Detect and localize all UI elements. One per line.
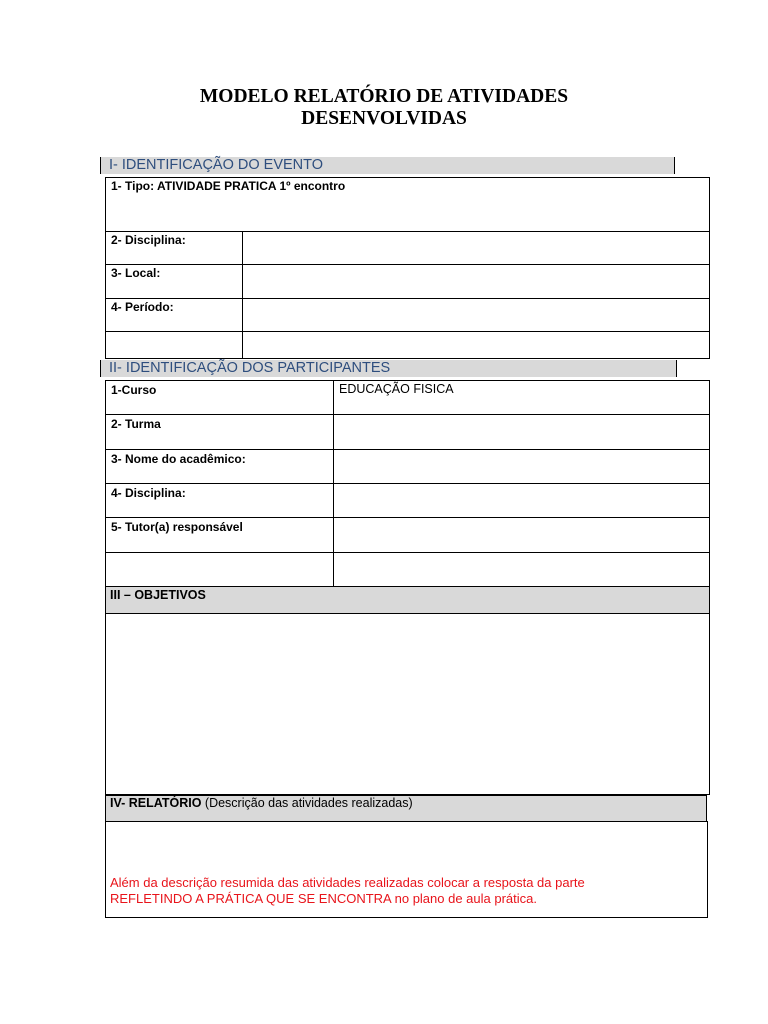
section-1-header: I- IDENTIFICAÇÃO DO EVENTO (100, 157, 675, 174)
location-label: 3- Local: (111, 266, 161, 280)
event-type-label: 1- Tipo: ATIVIDADE PRATICA 1º encontro (111, 179, 346, 193)
class-field[interactable] (339, 417, 704, 445)
title-line-2: DESENVOLVIDAS (301, 108, 467, 129)
student-name-label: 3- Nome do acadêmico: (111, 452, 246, 466)
course-label: 1-Curso (111, 383, 157, 397)
report-header-title: IV- RELATÓRIO (110, 796, 202, 810)
tutor-field[interactable] (339, 520, 704, 548)
participant-discipline-label: 4- Disciplina: (111, 486, 186, 500)
title-line-1: MODELO RELATÓRIO DE ATIVIDADES (199, 86, 569, 107)
report-note-line-1: Além da descrição resumida das atividades realizadas colocar a resposta da parte (110, 875, 585, 890)
student-name-field[interactable] (339, 452, 704, 480)
discipline-label: 2- Disciplina: (111, 233, 186, 247)
objectives-area (105, 613, 710, 795)
participant-extra-field[interactable] (339, 555, 704, 583)
document-title (0, 86, 768, 130)
section-2-header: II- IDENTIFICAÇÃO DOS PARTICIPANTES (100, 360, 677, 377)
course-field[interactable]: EDUCAÇÃO FISICA (339, 382, 454, 396)
report-header (110, 796, 413, 810)
class-label: 2- Turma (111, 417, 161, 431)
tutor-label: 5- Tutor(a) responsável (111, 520, 243, 534)
period-field[interactable] (248, 300, 703, 328)
objectives-field[interactable] (111, 617, 701, 787)
participant-discipline-field[interactable] (339, 486, 704, 514)
period-label: 4- Período: (111, 300, 174, 314)
extra-field[interactable] (248, 333, 703, 355)
report-header-subtitle: (Descrição das atividades realizadas) (201, 796, 413, 810)
discipline-field[interactable] (248, 233, 703, 261)
objectives-header: III – OBJETIVOS (110, 588, 206, 602)
location-field[interactable] (248, 266, 703, 294)
report-note-line-2: REFLETINDO A PRÁTICA QUE SE ENCONTRA no plano de aula prática. (110, 891, 538, 906)
